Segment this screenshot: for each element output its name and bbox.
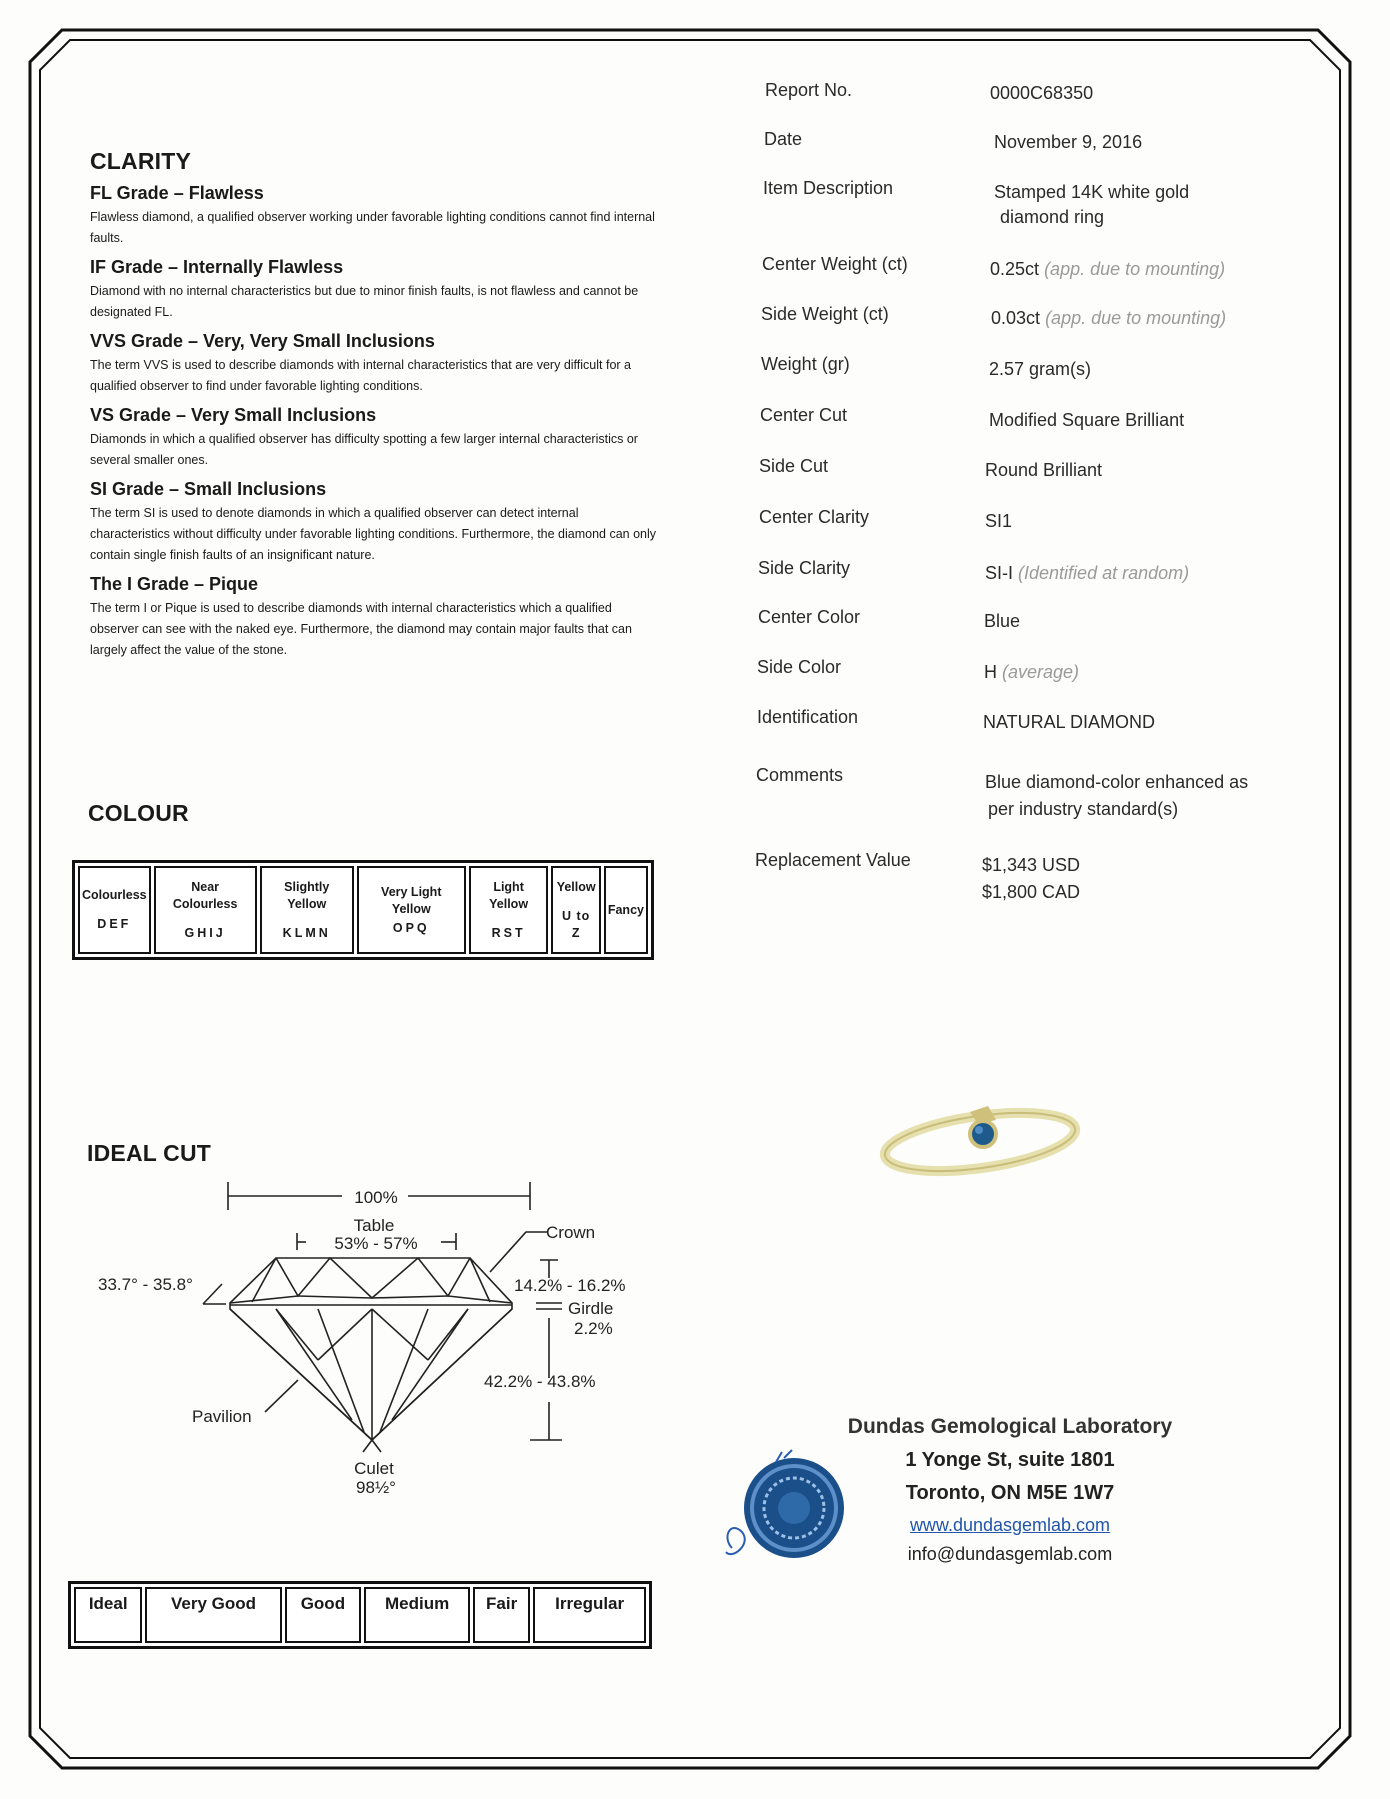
row-label: Center Cut bbox=[760, 405, 848, 425]
grade-desc: Diamond with no internal characteristics but due to minor finish faults, is not flawless and cannot be designated FL. bbox=[90, 284, 639, 319]
crown-label: Crown bbox=[546, 1223, 596, 1242]
lab-address-line1: 1 Yonge St, suite 1801 bbox=[905, 1449, 1115, 1471]
pavilion-label: Pavilion bbox=[192, 1407, 252, 1426]
girdle-label: Girdle bbox=[568, 1299, 614, 1318]
culet-value: 98½° bbox=[356, 1478, 396, 1497]
ring-photo bbox=[870, 1080, 1110, 1200]
grade-title: IF Grade – Internally Flawless bbox=[90, 257, 344, 277]
grade-desc: The term I or Pique is used to describe diamonds with internal characteristics which a qualified observer can see with the naked eye. Furthermore, the diamond may contain major faults that can largely affect the value of the stone. bbox=[90, 601, 632, 657]
cut-grade-cell: Irregular bbox=[533, 1587, 646, 1643]
colour-letters: DEF bbox=[97, 917, 132, 931]
crown-angle-label: 33.7° - 35.8° bbox=[98, 1275, 193, 1294]
row-label: Comments bbox=[756, 765, 844, 785]
table-range: 53% - 57% bbox=[334, 1234, 418, 1253]
lab-address-line2: Toronto, ON M5E 1W7 bbox=[905, 1482, 1115, 1504]
colour-name: Very Light Yellow bbox=[381, 884, 442, 916]
value-text: 0.03ct bbox=[991, 308, 1041, 328]
cut-grade-cell: Very Good bbox=[145, 1587, 281, 1643]
colour-name: Fancy bbox=[607, 902, 644, 917]
colour-letters: OPQ bbox=[392, 920, 430, 935]
grade-title: VS Grade – Very Small Inclusions bbox=[90, 405, 377, 425]
value-note: (app. due to mounting) bbox=[1045, 308, 1227, 328]
lab-website-link[interactable]: www.dundasgemlab.com bbox=[909, 1515, 1111, 1535]
row-value bbox=[985, 560, 1189, 587]
grade-desc: The term SI is used to denote diamonds in which a qualified observer can detect internal characteristics without difficulty under favorable lighting conditions. Furthermore, the diamond can only contain single finish faults of an insignificant nature. bbox=[90, 506, 657, 562]
row-value bbox=[991, 305, 1226, 332]
row-label: Center Clarity bbox=[759, 507, 870, 527]
row-label: Side Color bbox=[757, 657, 842, 677]
row-value: Round Brilliant bbox=[985, 460, 1103, 480]
colour-name: Light Yellow bbox=[489, 879, 529, 911]
grade-desc: Flawless diamond, a qualified observer working under favorable lighting conditions cannot find internal faults. bbox=[90, 210, 655, 245]
value-text: 0.25ct bbox=[990, 259, 1040, 279]
lab-email[interactable]: info@dundasgemlab.com bbox=[907, 1544, 1113, 1564]
row-value: $1,800 CAD bbox=[982, 882, 1081, 902]
colour-letters: KLMN bbox=[282, 925, 331, 940]
row-label: Identification bbox=[757, 707, 859, 727]
row-label: Item Description bbox=[763, 178, 894, 198]
row-value: NATURAL DIAMOND bbox=[983, 712, 1156, 732]
row-value: per industry standard(s) bbox=[988, 799, 1179, 819]
colour-name: Colourless bbox=[82, 888, 147, 902]
row-label: Report No. bbox=[765, 80, 853, 100]
lab-name: Dundas Gemological Laboratory bbox=[847, 1415, 1173, 1438]
colour-name: Slightly Yellow bbox=[284, 879, 330, 911]
colour-heading: COLOUR bbox=[88, 800, 189, 826]
row-value: Blue bbox=[984, 611, 1021, 631]
row-value: diamond ring bbox=[1000, 207, 1105, 227]
row-value: Stamped 14K white gold bbox=[994, 182, 1190, 202]
row-label: Weight (gr) bbox=[761, 354, 850, 374]
row-value: 0000C68350 bbox=[990, 83, 1094, 103]
value-note: (average) bbox=[1002, 662, 1080, 682]
colour-letters: GHIJ bbox=[184, 925, 226, 940]
row-value: Modified Square Brilliant bbox=[989, 410, 1185, 430]
ideal-cut-heading: IDEAL CUT bbox=[87, 1140, 212, 1166]
width-label: 100% bbox=[354, 1188, 398, 1207]
row-label: Side Clarity bbox=[758, 558, 851, 578]
row-label: Center Color bbox=[758, 607, 861, 627]
row-label: Replacement Value bbox=[755, 850, 911, 870]
value-text: H bbox=[984, 662, 997, 682]
lab-info bbox=[800, 1415, 1220, 1565]
colour-letters: U to Z bbox=[562, 908, 591, 940]
grade-desc: The term VVS is used to describe diamonds with internal characteristics that are very difficult for a qualified observer to find under favorable lighting conditions. bbox=[90, 358, 631, 393]
value-note: (Identified at random) bbox=[1018, 563, 1190, 583]
cut-grade-cell: Good bbox=[285, 1587, 362, 1643]
grade-title: SI Grade – Small Inclusions bbox=[90, 479, 327, 499]
culet-label: Culet bbox=[354, 1459, 394, 1478]
crown-height-label: 14.2% - 16.2% bbox=[514, 1276, 626, 1295]
row-label: Date bbox=[764, 129, 803, 149]
cut-grade-cell: Fair bbox=[473, 1587, 530, 1643]
colour-name: Yellow bbox=[556, 879, 596, 894]
row-label: Side Weight (ct) bbox=[761, 304, 889, 324]
row-value: $1,343 USD bbox=[982, 855, 1081, 875]
row-value: 2.57 gram(s) bbox=[989, 359, 1092, 379]
cut-grade-table bbox=[68, 1581, 652, 1649]
girdle-value: 2.2% bbox=[574, 1319, 613, 1338]
row-value: Blue diamond-color enhanced as bbox=[985, 772, 1249, 792]
row-label: Center Weight (ct) bbox=[762, 254, 908, 274]
ideal-cut-diagram bbox=[0, 0, 700, 1560]
grade-title: VVS Grade – Very, Very Small Inclusions bbox=[90, 331, 435, 351]
row-value: SI1 bbox=[985, 511, 1013, 531]
row-value: November 9, 2016 bbox=[994, 132, 1143, 152]
table-label: Table bbox=[353, 1216, 395, 1235]
grade-desc: Diamonds in which a qualified observer has difficulty spotting a few larger internal characteristics or several smaller ones. bbox=[90, 432, 638, 467]
grade-title: FL Grade – Flawless bbox=[90, 183, 264, 203]
pavilion-depth-label: 42.2% - 43.8% bbox=[484, 1372, 596, 1391]
cut-grade-cell: Ideal bbox=[74, 1587, 142, 1643]
value-text: SI-I bbox=[985, 563, 1014, 583]
cut-grade-cell: Medium bbox=[364, 1587, 470, 1643]
grade-title: The I Grade – Pique bbox=[90, 574, 259, 594]
colour-letters: RST bbox=[491, 925, 526, 940]
row-value bbox=[990, 256, 1225, 283]
colour-name: Near Colourless bbox=[172, 879, 238, 911]
row-value bbox=[984, 659, 1079, 686]
row-label: Side Cut bbox=[759, 456, 829, 476]
clarity-heading: CLARITY bbox=[90, 148, 192, 174]
value-note: (app. due to mounting) bbox=[1044, 259, 1226, 279]
